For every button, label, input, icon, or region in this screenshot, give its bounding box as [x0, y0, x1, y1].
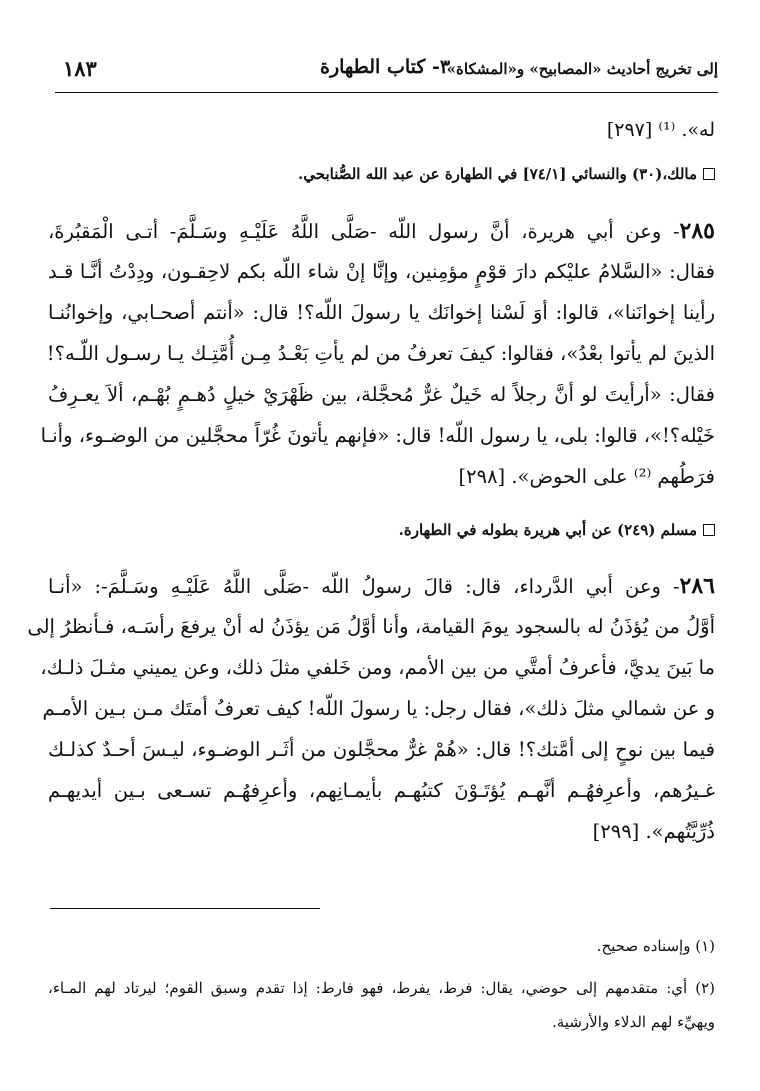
hadith-285-line-3: رأينا إخوانَنا»، قالوا: أوَ لَسْنا إخوانَك يا رسولَ اللّه؟! قال: «أنتم أصحـابي، وإخوانُنـا: [48, 301, 715, 324]
hadith-number: ٢٨٦: [679, 573, 715, 599]
square-bullet-icon: [703, 524, 715, 536]
hadith-285-line-2: فقال: «السَّلامُ عليْكم دارَ قوْمٍ مؤمِنين، وإنَّا إنْ شاء اللّه بكم لاحِقـون، ودِدْتُ أنَّـا قـد: [48, 260, 715, 283]
source-note-text: مالك،(٣٠) والنسائي [٧٤/١] في الطهارة عن عبد الله الصُّنابحي.: [298, 165, 697, 183]
hadith-286-line-7: ذُرِّيَّتُهم». [٢٩٩]: [592, 820, 715, 843]
book-title: إلى تخريج أحاديث «المصابيح» و«المشكاة»: [446, 60, 718, 78]
footnote-1: (١) وإسناده صحيح.: [596, 937, 715, 955]
hadith-286-line-5: فيما بين نوحٍ إلى أمَّتك؟! قال: «هُمْ غرٌّ محجَّلون من أثَـر الوضـوء، ليـسَ أحـدٌ كذلـك: [48, 738, 715, 761]
hadith-286-line-4: و عن شمالي مثلَ ذلك»، فقال رجل: يا رسولَ اللّه! كيف تعرفُ أمتَك مـن بـين الأمـم: [42, 697, 715, 720]
source-note-297: [298, 160, 715, 188]
running-header: [55, 52, 718, 93]
chapter-title: ٣- كتاب الطهارة: [320, 56, 451, 78]
footnote-separator: [50, 908, 320, 909]
footnote-2-line-2: ويهيِّء لهم الدلاء والأرشية.: [552, 1013, 715, 1031]
source-note-298: [399, 516, 715, 544]
hadith-285-line-1: [48, 213, 715, 249]
hadith-text: - وعن أبي الدَّرداء، قال: قالَ رسولُ اللّه -صَلَّى اللَّهُ عَلَيْـهِ وسَـلَّمَ-: «أنـا: [48, 575, 680, 598]
hadith-text: - وعن أبي هريرة، أنَّ رسول اللّه -صَلَّى اللَّهُ عَلَيْـهِ وسَـلَّمَ- أتـى الْمَقبُرةَ،: [48, 220, 680, 243]
hadith-285-line-4: الذينَ لم يأتوا بعْدُ»، فقالوا: كيفَ تعرفُ من لم يأتِ بَعْـدُ مِـن أُمَّتِـك يـا رسـول اللّـه؟!: [46, 342, 715, 365]
hadith-285-line-5: فقال: «أرأيتَ لو أنَّ رجلاً له خَيلٌ غرٌّ مُحجَّلة، بين ظَهْرَيْ خيلٍ دُهـمٍ بُهْـم، ألاَ يعـرِفُ: [48, 383, 715, 406]
square-bullet-icon: [703, 168, 715, 180]
hadith-285-line-6: خَيْله؟!»، قالوا: بلى، يا رسول اللّه! قال: «فإنهم يأتونَ غُرّاً محجَّلين من الوضـوء، وأنـا: [40, 424, 715, 447]
hadith-286-line-3: ما بَينَ يديَّ، فأعرفُ أمتَّي من بين الأمم، ومن خَلفي مثلَ ذلك، وعن يميني مثـلَ ذلـك،: [40, 656, 715, 679]
continued-line: له». ⁽¹⁾ [٢٩٧]: [606, 119, 715, 141]
footnote-2-line-1: (٢) أي: متقدمهم إلى حوضي، يقال: فرط، يفرط، فهو فارط: إذا تقدم وسبق القوم؛ ليرتاد لهم المـاء،: [48, 979, 715, 997]
hadith-286-line-6: غـيرُهم، وأعرِفهُـم أنَّهـم يُؤتَـوْنَ كتبُهـم بأيمـانِهم، وأعرِفهُـم تسـعى بـين أيديهـم: [48, 779, 715, 802]
hadith-285-line-7: فرَطُهم ⁽²⁾ على الحوض». [٢٩٨]: [458, 465, 715, 488]
source-note-text: مسلم (٢٤٩) عن أبي هريرة بطوله في الطهارة.: [398, 521, 697, 539]
hadith-286-line-1: [48, 568, 715, 604]
hadith-number: ٢٨٥: [679, 218, 715, 244]
page-number: ١٨٣: [63, 56, 97, 81]
hadith-286-line-2: أوَّلُ من يُؤذَنُ له بالسجود يومَ القيامة، وأنا أوَّلُ مَن يؤذَنُ له أنْ يرفعَ رأسَـه، فـأنظرُ إلى: [27, 615, 715, 638]
